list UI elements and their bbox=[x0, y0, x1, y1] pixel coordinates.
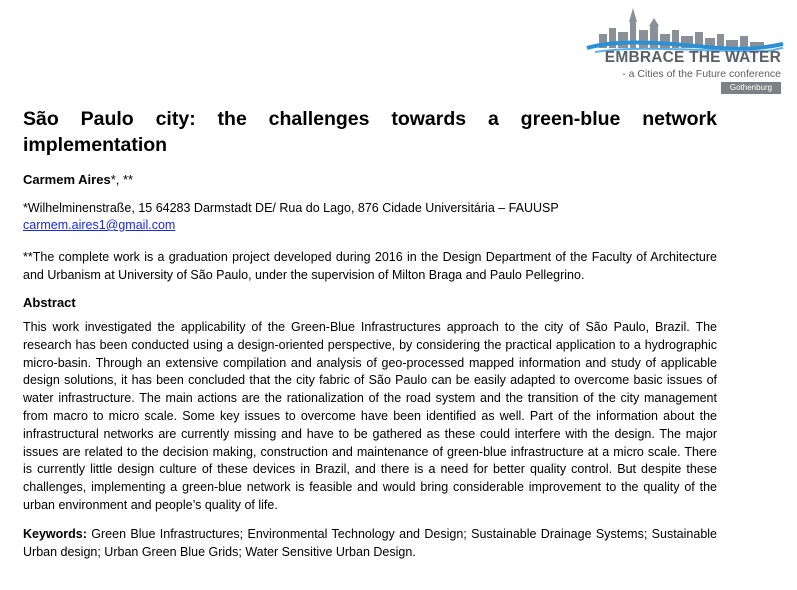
abstract-heading: Abstract bbox=[23, 295, 76, 310]
keywords-label: Keywords: bbox=[23, 526, 87, 541]
author-marks: *, ** bbox=[110, 172, 134, 187]
keywords-text: Green Blue Infrastructures; Environmental Technology and Design; Sustainable Drainage Systems; Sustainable Urban design; Urban Green Blue Grids; Water Sensitive Urban Design. bbox=[23, 526, 717, 559]
logo-subtitle: - a Cities of the Future conference bbox=[622, 68, 781, 80]
affiliation-block bbox=[23, 200, 717, 234]
conference-logo bbox=[585, 4, 785, 104]
affiliation: *Wilhelminenstraße, 15 64283 Darmstadt DE/ Rua do Lago, 876 Cidade Universitária – FAUUSP bbox=[23, 201, 559, 215]
paper-body bbox=[23, 106, 717, 561]
logo-title: EMBRACE THE WATER bbox=[604, 49, 781, 66]
abstract-text: This work investigated the applicability of the Green-Blue Infrastructures approach to the city of São Paulo, Brazil. The research has been conducted using a design-oriented perspective, by considering the practical application to a hydrographic micro-basin. Through an extensive compilation and analysis of geo-processed mapped information and study of applicable design solutions, it has been concluded that the city fabric of São Paulo can be easily adapted to overcome basic issues of water infrastructure. The main actions are the rationalization of the road system and the transition of the city management from macro to micro scale. Some key issues to overcome have been identified as well. Part of the information about the infrastructural networks are currently missing and have to be gathered as these could interfere with the design. The major issues are related to the decision making, construction and maintenance of green-blue infrastructure at a micro scale. There is currently little design culture of these devices in Brazil, and there is a need for better quality control. But despite these challenges, implementing a green-blue network is feasible and would bring considerable improvement to the quality of the urban environment and people’s quality of life. bbox=[23, 320, 717, 512]
keywords bbox=[23, 526, 717, 562]
author-note: **The complete work is a graduation project developed during 2016 in the Design Department of the Faculty of Architecture and Urbanism at University of São Paulo, under the supervision of Milton Braga and Paulo Pellegrino. bbox=[23, 250, 717, 282]
paper-title: São Paulo city: the challenges towards a green-blue network implementation bbox=[23, 108, 717, 156]
author-name: Carmem Aires bbox=[23, 172, 111, 187]
logo-badge: Gothenburg 2017 bbox=[721, 82, 781, 94]
email-link[interactable]: carmem.aires1@gmail.com bbox=[23, 218, 176, 232]
author-line bbox=[23, 171, 717, 188]
